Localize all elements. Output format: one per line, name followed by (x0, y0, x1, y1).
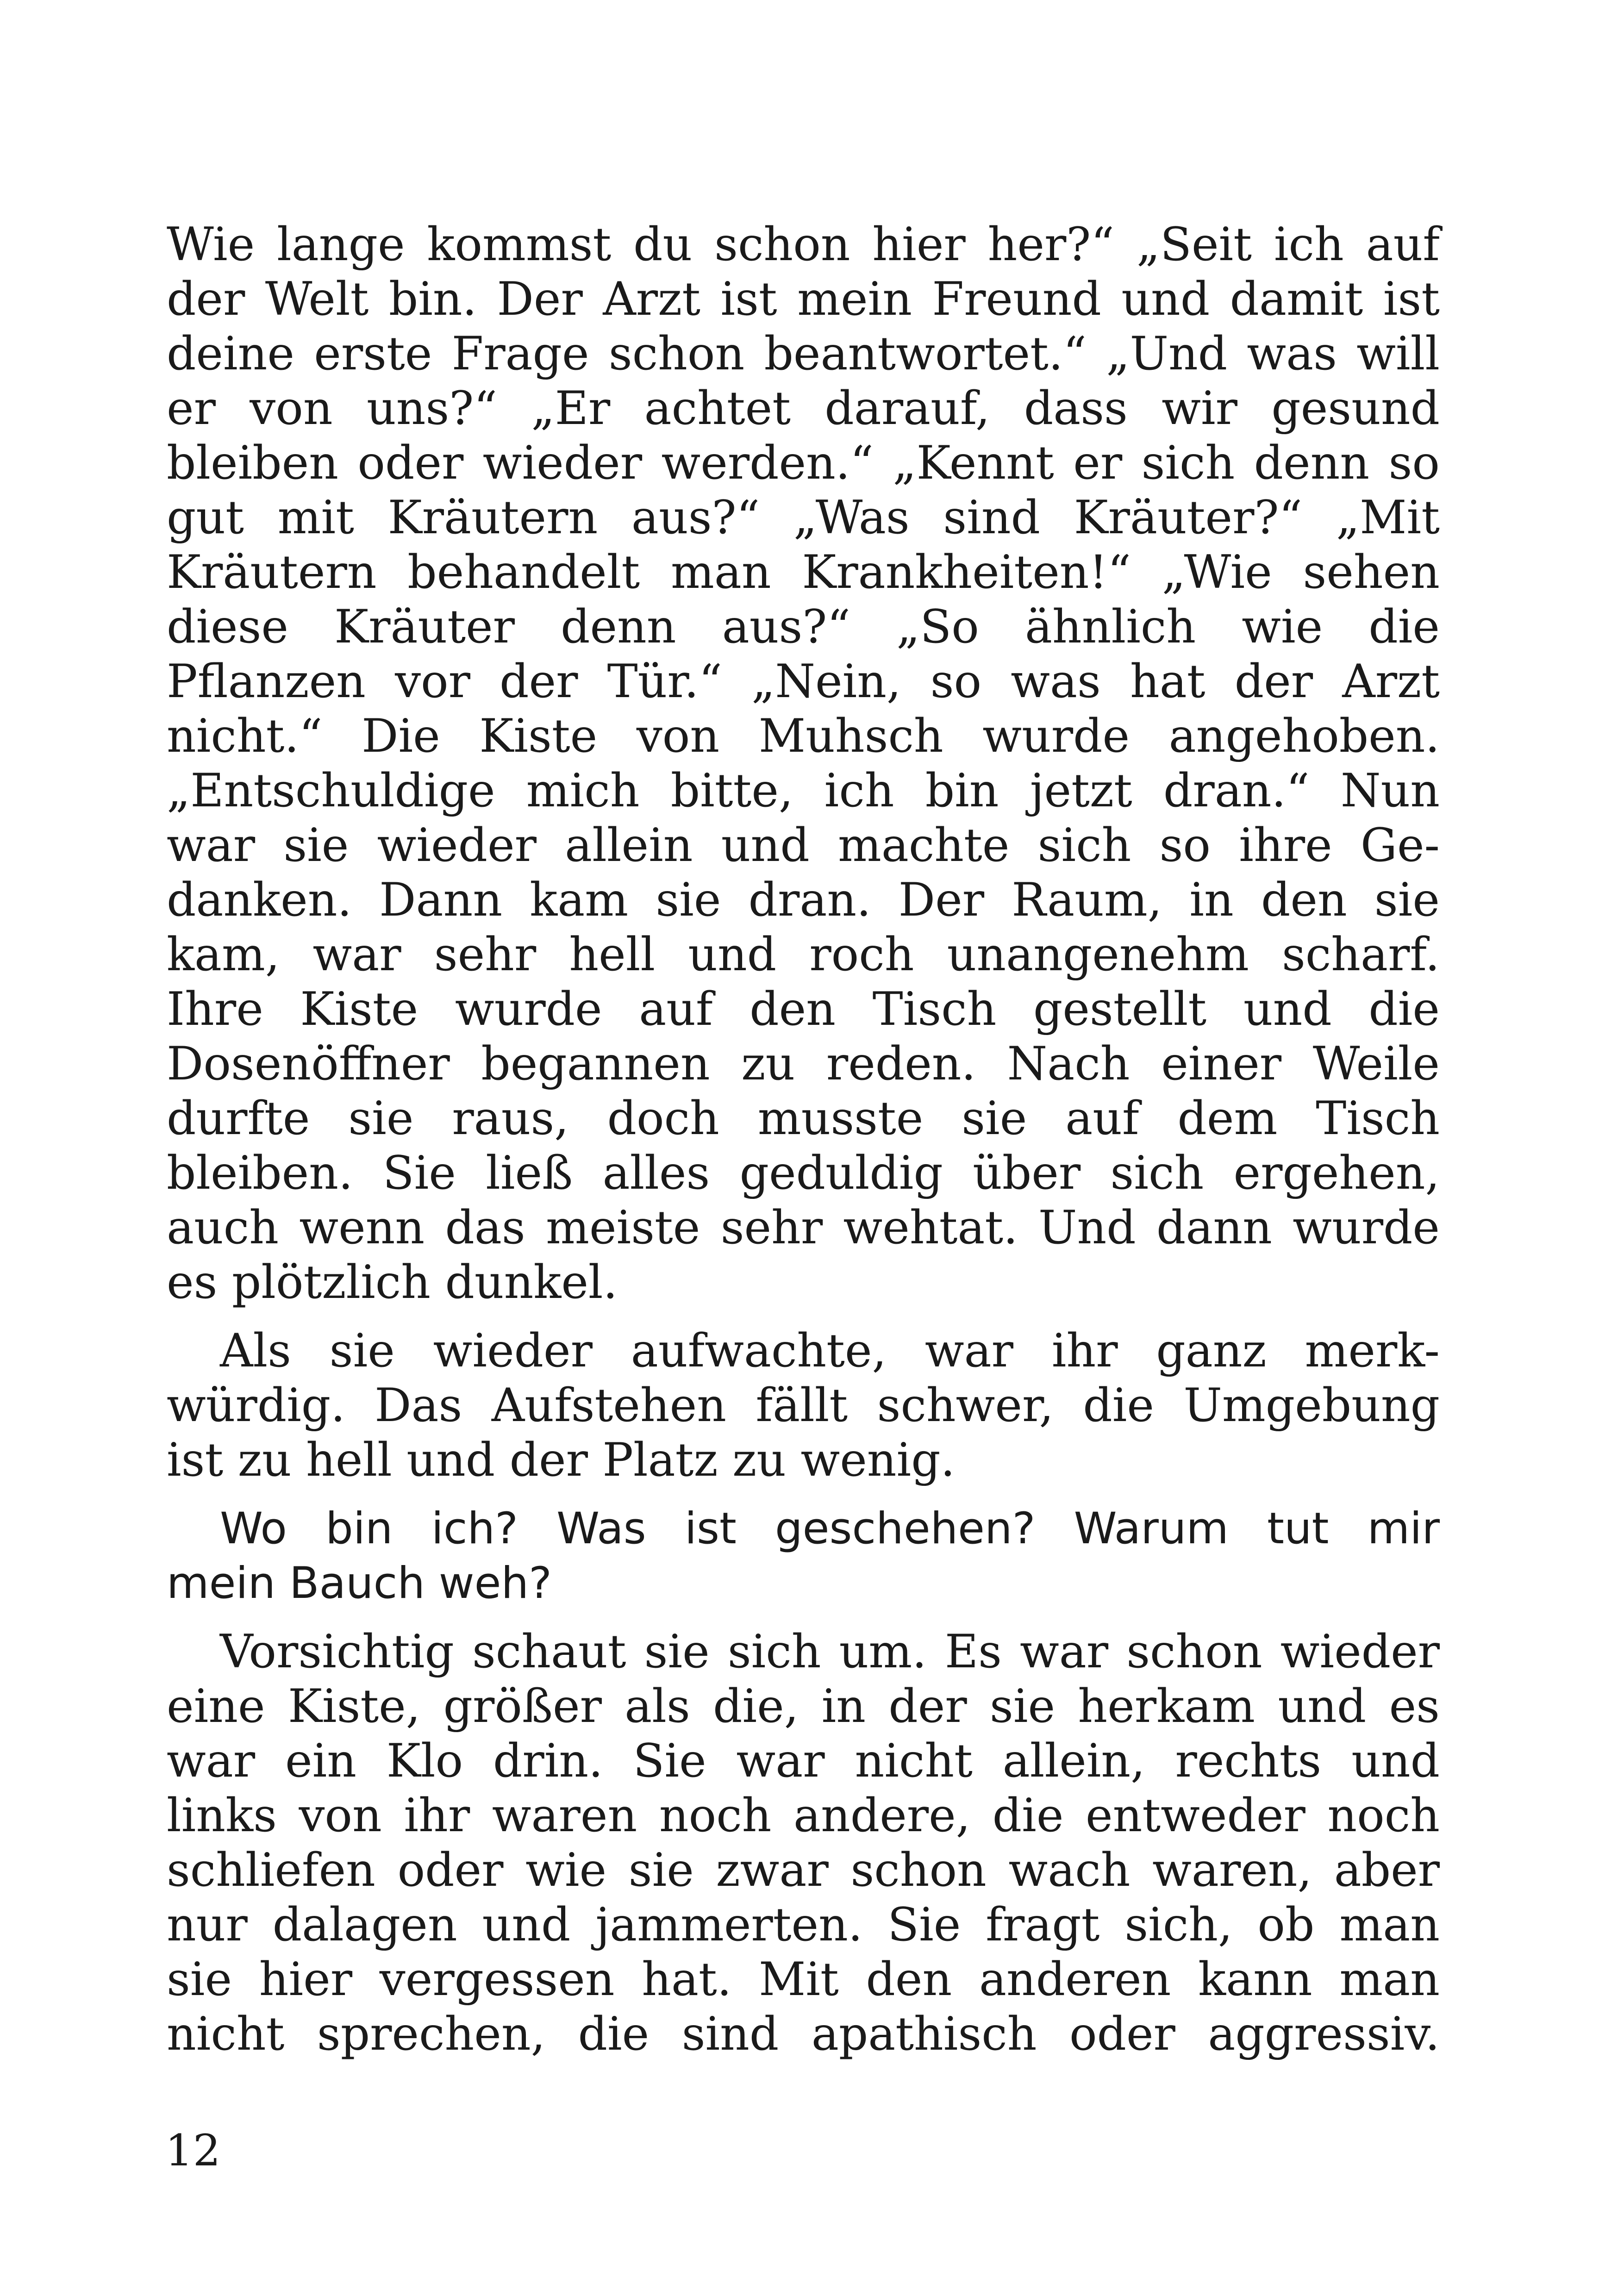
text-line: links von ihr waren noch andere, die entweder noch (167, 1789, 1440, 1842)
paragraph-1 (167, 218, 1440, 1310)
text-line: bleiben. Sie ließ alles geduldig über sich ergehen, (167, 1147, 1440, 1200)
text-line: Wo bin ich? Was ist geschehen? Warum tut mir (220, 1503, 1440, 1554)
text-line: bleiben oder wieder werden.“ „Kennt er sich denn so (167, 437, 1440, 490)
text-line: nur dalagen und jammerten. Sie fragt sich, ob man (167, 1898, 1440, 1952)
text-line: er von uns?“ „Er achtet darauf, dass wir gesund (167, 382, 1440, 435)
text-line: diese Kräuter denn aus?“ „So ähnlich wie die (167, 600, 1440, 654)
text-line: kam, war sehr hell und roch unangenehm scharf. (167, 928, 1440, 981)
text-line: durfte sie raus, doch musste sie auf dem Tisch (167, 1092, 1440, 1145)
text-line: Kräutern behandelt man Krankheiten!“ „Wie sehen (167, 546, 1440, 599)
page-number: 12 (165, 2126, 221, 2176)
text-line: „Entschuldige mich bitte, ich bin jetzt dran.“ Nun (167, 764, 1440, 817)
text-line: nicht.“ Die Kiste von Muhsch wurde angehoben. (167, 710, 1440, 763)
page-body (167, 218, 1440, 2076)
text-line: der Welt bin. Der Arzt ist mein Freund und damit ist (167, 273, 1440, 326)
text-line: danken. Dann kam sie dran. Der Raum, in den sie (167, 873, 1440, 927)
text-line: Dosenöffner begannen zu reden. Nach einer Weile (167, 1037, 1440, 1091)
paragraph-3-thought (167, 1502, 1440, 1611)
text-line: gut mit Kräutern aus?“ „Was sind Kräuter?“ „Mit (167, 491, 1440, 544)
paragraph-2 (167, 1324, 1440, 1488)
text-line: Wie lange kommst du schon hier her?“ „Seit ich auf (167, 218, 1440, 271)
text-line: eine Kiste, größer als die, in der sie herkam und es (167, 1680, 1440, 1733)
text-line: auch wenn das meiste sehr wehtat. Und dann wurde (167, 1201, 1440, 1254)
text-line: Vorsichtig schaut sie sich um. Es war schon wieder (220, 1625, 1440, 1678)
text-line: würdig. Das Aufstehen fällt schwer, die Umgebung (167, 1379, 1440, 1432)
text-line: ist zu hell und der Platz zu wenig. (167, 1434, 956, 1487)
text-line: Als sie wieder aufwachte, war ihr ganz merk- (220, 1324, 1440, 1378)
text-line: nicht sprechen, die sind apathisch oder aggressiv. (167, 2008, 1440, 2061)
text-line: mein Bauch weh? (167, 1558, 552, 1609)
text-line: Pflanzen vor der Tür.“ „Nein, so was hat der Arzt (167, 655, 1440, 708)
text-line: war ein Klo drin. Sie war nicht allein, rechts und (167, 1734, 1440, 1788)
paragraph-4 (167, 1625, 1440, 2062)
text-line: sie hier vergessen hat. Mit den anderen kann man (167, 1953, 1440, 2006)
text-line: deine erste Frage schon beantwortet.“ „Und was will (167, 327, 1440, 380)
text-line: es plötzlich dunkel. (167, 1256, 618, 1309)
text-line: war sie wieder allein und machte sich so ihre Ge- (167, 819, 1440, 872)
text-line: Ihre Kiste wurde auf den Tisch gestellt und die (167, 983, 1440, 1036)
text-line: schliefen oder wie sie zwar schon wach waren, aber (167, 1844, 1440, 1897)
